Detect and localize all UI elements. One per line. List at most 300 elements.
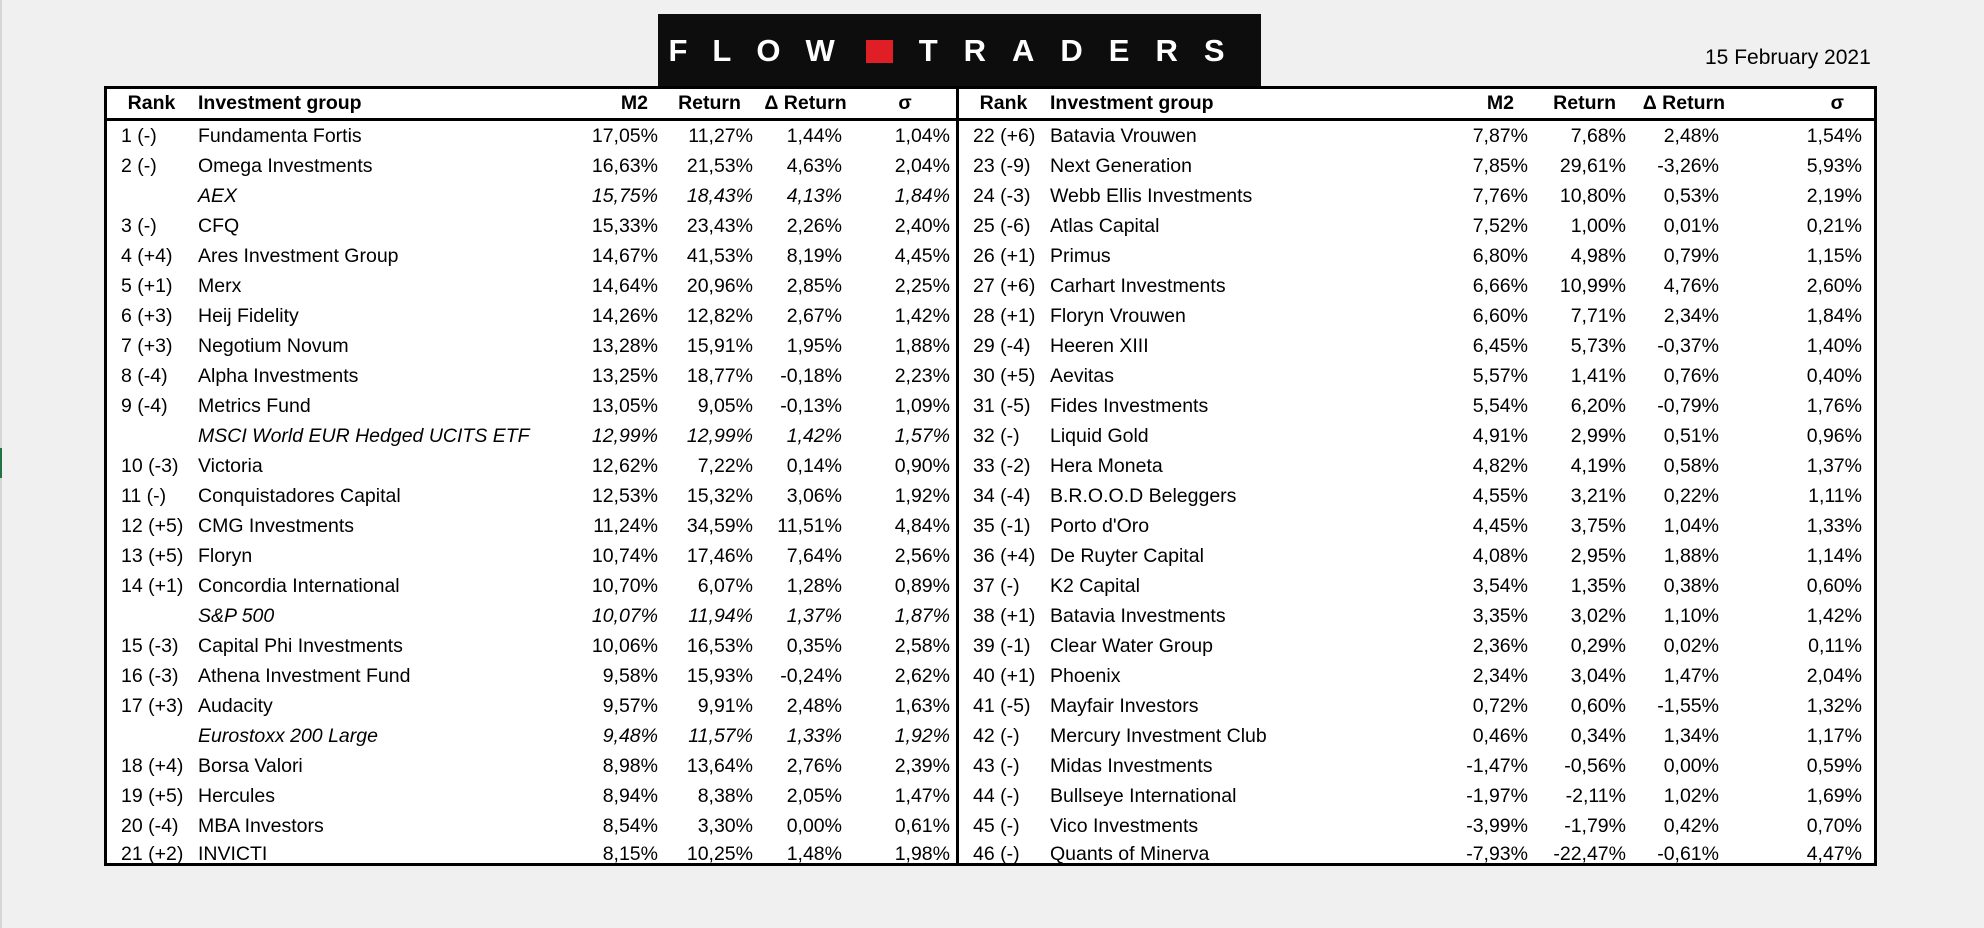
- investment-group-cell: Floryn Vrouwen: [1050, 305, 1186, 327]
- delta-return-cell: 1,37%: [786, 605, 842, 627]
- m2-cell: 15,75%: [591, 185, 658, 207]
- rank-cell: 7 (+3): [121, 335, 173, 357]
- rank-cell: 16 (-3): [121, 665, 179, 687]
- sigma-cell: 1,42%: [1806, 605, 1862, 627]
- investment-group-cell: MBA Investors: [198, 815, 324, 837]
- header-return: Return: [662, 89, 757, 120]
- sigma-cell: 1,88%: [894, 335, 950, 357]
- sigma-cell: 1,42%: [894, 305, 950, 327]
- delta-return-cell: 1,28%: [786, 575, 842, 597]
- sigma-cell: 4,47%: [1806, 843, 1862, 865]
- investment-group-cell: Alpha Investments: [198, 365, 359, 387]
- sigma-cell: 1,15%: [1806, 245, 1862, 267]
- sigma-cell: 1,84%: [1806, 305, 1862, 327]
- table-row: [107, 481, 956, 511]
- delta-return-cell: -0,37%: [1657, 335, 1719, 357]
- return-cell: 15,93%: [686, 665, 753, 687]
- m2-cell: 9,58%: [602, 665, 658, 687]
- sigma-cell: 0,96%: [1806, 425, 1862, 447]
- investment-group-cell: B.R.O.O.D Beleggers: [1050, 485, 1237, 507]
- sigma-cell: 1,11%: [1808, 485, 1862, 507]
- delta-return-cell: 1,88%: [1663, 545, 1719, 567]
- sigma-cell: 1,57%: [894, 425, 950, 447]
- sigma-cell: 0,60%: [1806, 575, 1862, 597]
- ranking-table-right: [956, 86, 1877, 866]
- m2-cell: 11,24%: [593, 515, 658, 537]
- table-row: [959, 841, 1874, 868]
- return-cell: 6,07%: [697, 575, 753, 597]
- m2-cell: 15,33%: [591, 215, 658, 237]
- table-row: [107, 391, 956, 421]
- sigma-cell: 0,40%: [1806, 365, 1862, 387]
- investment-group-cell: Aevitas: [1050, 365, 1114, 387]
- return-cell: 3,21%: [1570, 485, 1626, 507]
- return-cell: 3,30%: [697, 815, 753, 837]
- sigma-cell: 1,54%: [1806, 125, 1862, 147]
- sigma-cell: 1,63%: [894, 695, 950, 717]
- delta-return-cell: -0,13%: [780, 395, 842, 417]
- sigma-cell: 1,69%: [1806, 785, 1862, 807]
- m2-cell: 13,28%: [591, 335, 658, 357]
- investment-group-cell: AEX: [198, 185, 238, 207]
- investment-group-cell: Negotium Novum: [198, 335, 349, 357]
- investment-group-cell: Conquistadores Capital: [198, 485, 401, 507]
- investment-group-cell: Floryn: [198, 545, 253, 567]
- rank-cell: 14 (+1): [121, 575, 184, 597]
- table-row: [959, 691, 1874, 721]
- delta-return-cell: 1,33%: [786, 725, 842, 747]
- delta-return-cell: 0,02%: [1663, 635, 1719, 657]
- sigma-cell: 2,23%: [894, 365, 950, 387]
- delta-return-cell: 1,47%: [1663, 665, 1719, 687]
- investment-group-cell: Webb Ellis Investments: [1050, 185, 1253, 207]
- table-row: [959, 421, 1874, 451]
- table-header-row: [959, 89, 1874, 120]
- m2-cell: -1,97%: [1466, 785, 1528, 807]
- rank-cell: 23 (-9): [973, 155, 1031, 177]
- m2-cell: 7,87%: [1472, 125, 1528, 147]
- delta-return-cell: -0,18%: [780, 365, 842, 387]
- benchmark-row: [107, 181, 956, 211]
- sigma-cell: 1,92%: [894, 485, 950, 507]
- rank-cell: 36 (+4): [973, 545, 1036, 567]
- return-cell: 6,20%: [1570, 395, 1626, 417]
- investment-group-cell: Batavia Investments: [1050, 605, 1226, 627]
- delta-return-cell: 4,63%: [786, 155, 842, 177]
- return-cell: 16,53%: [686, 635, 753, 657]
- delta-return-cell: 0,38%: [1663, 575, 1719, 597]
- delta-return-cell: 1,95%: [786, 335, 842, 357]
- table-row: [107, 841, 956, 868]
- return-cell: 13,64%: [686, 755, 753, 777]
- table-row: [107, 511, 956, 541]
- table-row: [107, 781, 956, 811]
- table-row: [959, 361, 1874, 391]
- return-cell: -2,11%: [1565, 785, 1626, 807]
- delta-return-cell: 1,04%: [1663, 515, 1719, 537]
- delta-return-cell: 2,48%: [1663, 125, 1719, 147]
- rank-cell: 17 (+3): [121, 695, 184, 717]
- rank-cell: [107, 421, 196, 451]
- investment-group-cell: De Ruyter Capital: [1050, 545, 1204, 567]
- return-cell: 7,71%: [1570, 305, 1626, 327]
- investment-group-cell: Primus: [1050, 245, 1111, 267]
- delta-return-cell: 1,44%: [786, 125, 842, 147]
- return-cell: 21,53%: [686, 155, 753, 177]
- delta-return-cell: 2,34%: [1663, 305, 1719, 327]
- sigma-cell: 1,98%: [894, 843, 950, 865]
- investment-group-cell: MSCI World EUR Hedged UCITS ETF: [198, 425, 530, 447]
- delta-return-cell: 7,64%: [786, 545, 842, 567]
- return-cell: 10,25%: [686, 843, 753, 865]
- report-date: 15 February 2021: [1705, 46, 1871, 69]
- return-cell: 3,02%: [1570, 605, 1626, 627]
- investment-group-cell: Hercules: [198, 785, 275, 807]
- rank-cell: 22 (+6): [973, 125, 1036, 147]
- sigma-cell: 1,40%: [1806, 335, 1862, 357]
- delta-return-cell: -0,61%: [1657, 843, 1719, 865]
- m2-cell: 5,54%: [1472, 395, 1528, 417]
- table-row: [959, 661, 1874, 691]
- sigma-cell: 0,89%: [894, 575, 950, 597]
- m2-cell: -1,47%: [1466, 755, 1528, 777]
- return-cell: -22,47%: [1553, 843, 1626, 865]
- investment-group-cell: Metrics Fund: [198, 395, 311, 417]
- m2-cell: 12,99%: [591, 425, 658, 447]
- rank-cell: 4 (+4): [121, 245, 173, 267]
- m2-cell: 10,06%: [591, 635, 658, 657]
- return-cell: 3,75%: [1570, 515, 1626, 537]
- return-cell: 10,99%: [1559, 275, 1626, 297]
- benchmark-row: [107, 721, 956, 751]
- delta-return-cell: 1,02%: [1663, 785, 1719, 807]
- table-row: [107, 631, 956, 661]
- flow-traders-logo: [658, 14, 1261, 88]
- m2-cell: 10,07%: [591, 605, 658, 627]
- investment-group-cell: Mercury Investment Club: [1050, 725, 1267, 747]
- m2-cell: 3,35%: [1472, 605, 1528, 627]
- m2-cell: -7,93%: [1466, 843, 1528, 865]
- table-row: [107, 751, 956, 781]
- table-row: [959, 301, 1874, 331]
- return-cell: 12,99%: [686, 425, 753, 447]
- investment-group-cell: Batavia Vrouwen: [1050, 125, 1197, 147]
- header-investment-group: Investment group: [1048, 89, 1401, 120]
- sigma-cell: 2,25%: [894, 275, 950, 297]
- benchmark-row: [107, 421, 956, 451]
- return-cell: 9,05%: [697, 395, 753, 417]
- delta-return-cell: 1,42%: [786, 425, 842, 447]
- return-cell: 0,60%: [1570, 695, 1626, 717]
- m2-cell: 7,85%: [1472, 155, 1528, 177]
- investment-group-cell: INVICTI: [198, 843, 268, 865]
- table-row: [107, 811, 956, 841]
- sigma-cell: 2,04%: [1806, 665, 1862, 687]
- return-cell: 7,68%: [1570, 125, 1626, 147]
- table-row: [959, 541, 1874, 571]
- return-cell: 12,82%: [686, 305, 753, 327]
- rank-cell: 15 (-3): [121, 635, 179, 657]
- return-cell: 3,04%: [1570, 665, 1626, 687]
- rank-cell: 13 (+5): [121, 545, 184, 567]
- delta-return-cell: 0,58%: [1663, 455, 1719, 477]
- rank-cell: 2 (-): [121, 155, 157, 177]
- header-m2: M2: [1401, 89, 1532, 120]
- rank-cell: 24 (-3): [973, 185, 1031, 207]
- rank-cell: 46 (-): [973, 843, 1020, 865]
- investment-group-cell: Concordia International: [198, 575, 400, 597]
- rank-cell: 21 (+2): [121, 843, 184, 865]
- sigma-cell: 1,14%: [1806, 545, 1862, 567]
- investment-group-cell: Vico Investments: [1050, 815, 1199, 837]
- m2-cell: 4,08%: [1472, 545, 1528, 567]
- table-row: [959, 481, 1874, 511]
- sigma-cell: 2,19%: [1806, 185, 1862, 207]
- investment-group-cell: Hera Moneta: [1050, 455, 1163, 477]
- rank-cell: 34 (-4): [973, 485, 1031, 507]
- rank-cell: 31 (-5): [973, 395, 1031, 417]
- m2-cell: 9,48%: [602, 725, 658, 747]
- rank-cell: 44 (-): [973, 785, 1020, 807]
- investment-group-cell: CFQ: [198, 215, 240, 237]
- delta-return-cell: 2,85%: [786, 275, 842, 297]
- rank-cell: 19 (+5): [121, 785, 184, 807]
- sigma-cell: 1,47%: [894, 785, 950, 807]
- delta-return-cell: 4,13%: [786, 185, 842, 207]
- sigma-cell: 5,93%: [1806, 155, 1862, 177]
- m2-cell: 17,05%: [591, 125, 658, 147]
- table-row: [107, 301, 956, 331]
- delta-return-cell: 1,34%: [1663, 725, 1719, 747]
- investment-group-cell: Omega Investments: [198, 155, 373, 177]
- m2-cell: 12,62%: [591, 455, 658, 477]
- m2-cell: 4,45%: [1472, 515, 1528, 537]
- m2-cell: 8,15%: [602, 843, 658, 865]
- m2-cell: 0,46%: [1472, 725, 1528, 747]
- sigma-cell: 1,37%: [1806, 455, 1862, 477]
- rank-cell: 11 (-): [121, 485, 167, 507]
- m2-cell: 13,25%: [591, 365, 658, 387]
- delta-return-cell: 2,48%: [786, 695, 842, 717]
- header-investment-group: Investment group: [196, 89, 549, 120]
- rank-cell: 33 (-2): [973, 455, 1031, 477]
- delta-return-cell: 0,42%: [1663, 815, 1719, 837]
- header-sigma: σ: [854, 89, 956, 120]
- sigma-cell: 2,04%: [894, 155, 950, 177]
- table-row: [959, 811, 1874, 841]
- rank-cell: 1 (-): [121, 125, 157, 147]
- table-row: [107, 151, 956, 181]
- benchmark-row: [107, 601, 956, 631]
- rank-cell: 26 (+1): [973, 245, 1036, 267]
- m2-cell: 0,72%: [1472, 695, 1528, 717]
- logo-word-flow: FLOW: [668, 33, 860, 68]
- return-cell: 18,43%: [686, 185, 753, 207]
- return-cell: 0,34%: [1570, 725, 1626, 747]
- sigma-cell: 2,60%: [1806, 275, 1862, 297]
- table-row: [959, 391, 1874, 421]
- delta-return-cell: 0,51%: [1663, 425, 1719, 447]
- investment-group-cell: Heij Fidelity: [198, 305, 299, 327]
- investment-group-cell: Ares Investment Group: [198, 245, 399, 267]
- sigma-cell: 2,39%: [894, 755, 950, 777]
- sigma-cell: 0,59%: [1806, 755, 1862, 777]
- investment-group-cell: Eurostoxx 200 Large: [198, 725, 378, 747]
- sigma-cell: 1,87%: [894, 605, 950, 627]
- rank-cell: 5 (+1): [121, 275, 173, 297]
- investment-group-cell: Clear Water Group: [1050, 635, 1213, 657]
- table-row: [107, 120, 956, 152]
- m2-cell: 10,70%: [591, 575, 658, 597]
- table-row: [107, 541, 956, 571]
- sigma-cell: 2,40%: [894, 215, 950, 237]
- m2-cell: 12,53%: [591, 485, 658, 507]
- return-cell: 34,59%: [686, 515, 753, 537]
- return-cell: -1,79%: [1564, 815, 1626, 837]
- table-row: [107, 661, 956, 691]
- return-cell: 23,43%: [686, 215, 753, 237]
- delta-return-cell: 2,76%: [786, 755, 842, 777]
- table-row: [959, 151, 1874, 181]
- sigma-cell: 1,04%: [894, 125, 950, 147]
- m2-cell: 13,05%: [591, 395, 658, 417]
- investment-group-cell: Fundamenta Fortis: [198, 125, 362, 147]
- m2-cell: 6,80%: [1472, 245, 1528, 267]
- rank-cell: [107, 721, 196, 751]
- m2-cell: 6,45%: [1472, 335, 1528, 357]
- rank-cell: 6 (+3): [121, 305, 173, 327]
- table-row: [107, 451, 956, 481]
- rank-cell: 41 (-5): [973, 695, 1031, 717]
- sigma-cell: 0,61%: [894, 815, 950, 837]
- rank-cell: 32 (-): [973, 425, 1020, 447]
- sigma-cell: 2,58%: [894, 635, 950, 657]
- m2-cell: 14,64%: [591, 275, 658, 297]
- m2-cell: -3,99%: [1466, 815, 1528, 837]
- header-rank: Rank: [107, 89, 196, 120]
- delta-return-cell: 3,06%: [786, 485, 842, 507]
- table-row: [959, 271, 1874, 301]
- table-row: [959, 511, 1874, 541]
- investment-group-cell: Porto d'Oro: [1050, 515, 1150, 537]
- sigma-cell: 4,84%: [894, 515, 950, 537]
- return-cell: 41,53%: [686, 245, 753, 267]
- table-row: [959, 241, 1874, 271]
- investment-group-cell: Midas Investments: [1050, 755, 1213, 777]
- sigma-cell: 1,33%: [1806, 515, 1862, 537]
- sigma-cell: 4,45%: [894, 245, 950, 267]
- header-sigma: σ: [1733, 89, 1874, 120]
- return-cell: 11,27%: [688, 125, 753, 147]
- return-cell: 4,98%: [1570, 245, 1626, 267]
- delta-return-cell: 1,10%: [1663, 605, 1719, 627]
- delta-return-cell: 0,76%: [1663, 365, 1719, 387]
- header-return: Return: [1532, 89, 1630, 120]
- table-row: [107, 331, 956, 361]
- return-cell: 1,00%: [1570, 215, 1626, 237]
- investment-group-cell: Liquid Gold: [1050, 425, 1149, 447]
- logo-word-traders: TRADERS: [918, 33, 1251, 68]
- rank-cell: 12 (+5): [121, 515, 184, 537]
- investment-group-cell: Audacity: [198, 695, 273, 717]
- rank-cell: 25 (-6): [973, 215, 1031, 237]
- sigma-cell: 2,62%: [894, 665, 950, 687]
- m2-cell: 7,76%: [1472, 185, 1528, 207]
- investment-group-cell: Victoria: [198, 455, 263, 477]
- rank-cell: 18 (+4): [121, 755, 184, 777]
- m2-cell: 6,66%: [1472, 275, 1528, 297]
- delta-return-cell: -1,55%: [1657, 695, 1719, 717]
- return-cell: 5,73%: [1570, 335, 1626, 357]
- rank-cell: 29 (-4): [973, 335, 1031, 357]
- delta-return-cell: 0,00%: [786, 815, 842, 837]
- return-cell: 11,57%: [688, 725, 753, 747]
- table-row: [107, 211, 956, 241]
- sigma-cell: 2,56%: [894, 545, 950, 567]
- sigma-cell: 1,76%: [1806, 395, 1862, 417]
- rank-cell: 38 (+1): [973, 605, 1036, 627]
- delta-return-cell: -3,26%: [1657, 155, 1719, 177]
- table-row: [107, 241, 956, 271]
- delta-return-cell: 0,22%: [1663, 485, 1719, 507]
- return-cell: 18,77%: [686, 365, 753, 387]
- header-delta-return: Δ Return: [1630, 89, 1733, 120]
- m2-cell: 4,82%: [1472, 455, 1528, 477]
- return-cell: 11,94%: [688, 605, 753, 627]
- m2-cell: 2,34%: [1472, 665, 1528, 687]
- sigma-cell: 0,90%: [894, 455, 950, 477]
- header-m2: M2: [549, 89, 662, 120]
- delta-return-cell: -0,24%: [780, 665, 842, 687]
- delta-return-cell: 1,48%: [786, 843, 842, 865]
- m2-cell: 8,94%: [602, 785, 658, 807]
- return-cell: 4,19%: [1570, 455, 1626, 477]
- header-rank: Rank: [959, 89, 1048, 120]
- rank-cell: 35 (-1): [973, 515, 1031, 537]
- return-cell: 8,38%: [697, 785, 753, 807]
- investment-group-cell: Heeren XIII: [1050, 335, 1149, 357]
- delta-return-cell: -0,79%: [1657, 395, 1719, 417]
- sigma-cell: 0,70%: [1806, 815, 1862, 837]
- rank-cell: 20 (-4): [121, 815, 179, 837]
- investment-group-cell: Quants of Minerva: [1050, 843, 1210, 865]
- return-cell: 1,35%: [1570, 575, 1626, 597]
- table-row: [959, 721, 1874, 751]
- return-cell: 10,80%: [1559, 185, 1626, 207]
- delta-return-cell: 11,51%: [777, 515, 842, 537]
- delta-return-cell: 2,26%: [786, 215, 842, 237]
- rank-cell: 45 (-): [973, 815, 1020, 837]
- rank-cell: 37 (-): [973, 575, 1020, 597]
- rank-cell: [107, 181, 196, 211]
- delta-return-cell: 0,35%: [786, 635, 842, 657]
- investment-group-cell: Phoenix: [1050, 665, 1121, 687]
- rank-cell: 10 (-3): [121, 455, 179, 477]
- rank-cell: 28 (+1): [973, 305, 1036, 327]
- investment-group-cell: Carhart Investments: [1050, 275, 1226, 297]
- return-cell: 1,41%: [1570, 365, 1626, 387]
- investment-group-cell: Borsa Valori: [198, 755, 303, 777]
- row-selection-marker: [0, 448, 2, 478]
- return-cell: 9,91%: [697, 695, 753, 717]
- table-row: [959, 211, 1874, 241]
- investment-group-cell: Merx: [198, 275, 242, 297]
- m2-cell: 3,54%: [1472, 575, 1528, 597]
- delta-return-cell: 8,19%: [786, 245, 842, 267]
- delta-return-cell: 0,79%: [1663, 245, 1719, 267]
- return-cell: 20,96%: [686, 275, 753, 297]
- rank-cell: 27 (+6): [973, 275, 1036, 297]
